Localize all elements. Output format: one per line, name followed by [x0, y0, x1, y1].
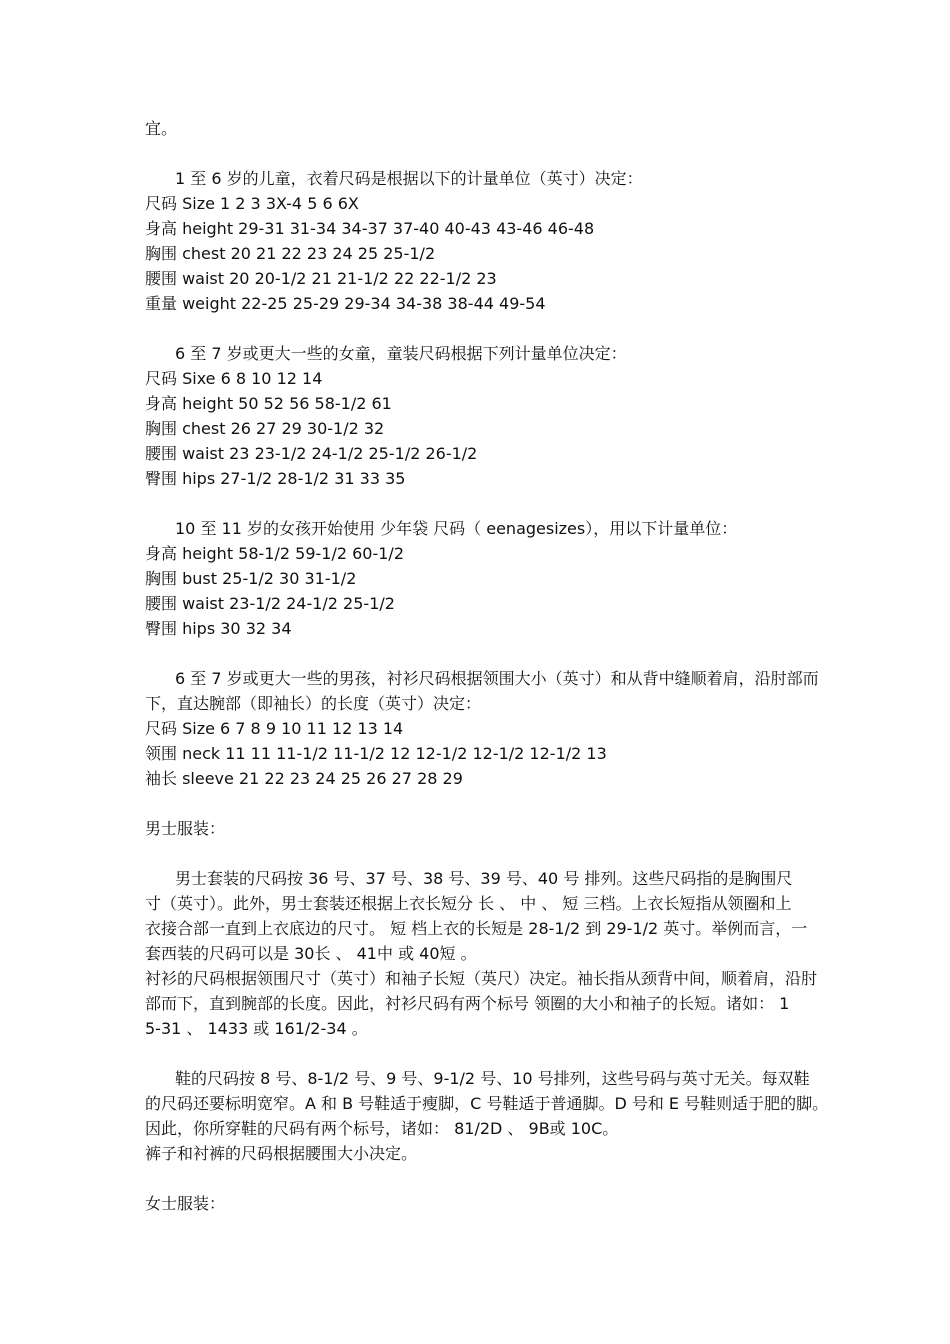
text-line: 衣接合部一直到上衣底边的尺寸。 短 档上衣的长短是 28-1/2 到 29-1/2 英寸。举例而言，一	[145, 919, 808, 938]
text-line: 下，直达腕部（即袖长）的长度（英寸）决定：	[145, 694, 482, 713]
text-line: 6 至 7 岁或更大一些的男孩，衬衫尺码根据领围大小（英寸）和从背中缝顺着肩，沿肘部而	[175, 669, 819, 688]
text-line: 鞋的尺码按 8 号、8-1/2 号、9 号、9-1/2 号、10 号排列，这些号码与英寸无关。每双鞋	[175, 1069, 810, 1088]
text-line: 的尺码还要标明宽窄。A 和 B 号鞋适于瘦脚，C 号鞋适于普通脚。D 号和 E 号鞋则适于肥的脚。	[145, 1094, 829, 1113]
text-line: 衬衫的尺码根据领围尺寸（英寸）和袖子长短（英尺）决定。袖长指从颈背中间，顺着肩，沿肘	[145, 969, 818, 988]
text-line: 身高 height 58-1/2 59-1/2 60-1/2	[145, 544, 404, 563]
text-line: 身高 height 29-31 31-34 34-37 37-40 40-43 43-46 46-48	[145, 219, 595, 238]
text-line: 胸围 chest 26 27 29 30-1/2 32	[145, 419, 385, 438]
text-line: 女士服装：	[145, 1194, 226, 1213]
text-line: 1 至 6 岁的儿童，衣着尺码是根据以下的计量单位（英寸）决定：	[175, 169, 643, 188]
text-line: 因此，你所穿鞋的尺码有两个标号，诸如： 81/2D 、 9B或 10C。	[145, 1119, 619, 1138]
text-line: 10 至 11 岁的女孩开始使用 少年袋 尺码（ eenagesizes），用以下计量单位：	[175, 519, 738, 538]
text-line: 袖长 sleeve 21 22 23 24 25 26 27 28 29	[145, 769, 463, 788]
text-line: 胸围 chest 20 21 22 23 24 25 25-1/2	[145, 244, 436, 263]
text-line: 寸（英寸）。此外，男士套装还根据上衣长短分 长 、 中 、 短 三档。上衣长短指从领圈和上	[145, 894, 792, 913]
text-line: 腰围 waist 20 20-1/2 21 21-1/2 22 22-1/2 23	[145, 269, 497, 288]
text-line: 男士套装的尺码按 36 号、37 号、38 号、39 号、40 号 排列。这些尺码指的是胸围尺	[175, 869, 793, 888]
text-line: 臀围 hips 27-1/2 28-1/2 31 33 35	[145, 469, 406, 488]
text-line: 5-31 、 1433 或 161/2-34 。	[145, 1019, 368, 1038]
text-line: 身高 height 50 52 56 58-1/2 61	[145, 394, 392, 413]
text-line: 胸围 bust 25-1/2 30 31-1/2	[145, 569, 357, 588]
text-line: 重量 weight 22-25 25-29 29-34 34-38 38-44 49-54	[145, 294, 546, 313]
text-line: 尺码 Size 1 2 3 3X-4 5 6 6X	[145, 194, 359, 213]
text-line: 臀围 hips 30 32 34	[145, 619, 292, 638]
text-line: 宜。	[145, 119, 178, 138]
text-line: 部而下，直到腕部的长度。因此，衬衫尺码有两个标号 领圈的大小和袖子的长短。诸如： 1	[145, 994, 790, 1013]
text-line: 裤子和衬裤的尺码根据腰围大小决定。	[145, 1144, 418, 1163]
text-line: 套西装的尺码可以是 30长 、 41中 或 40短 。	[145, 944, 477, 963]
text-line: 尺码 Size 6 7 8 9 10 11 12 13 14	[145, 719, 404, 738]
text-line: 腰围 waist 23 23-1/2 24-1/2 25-1/2 26-1/2	[145, 444, 478, 463]
text-line: 6 至 7 岁或更大一些的女童，童装尺码根据下列计量单位决定：	[175, 344, 627, 363]
text-line: 尺码 Sixe 6 8 10 12 14	[145, 369, 323, 388]
text-line: 腰围 waist 23-1/2 24-1/2 25-1/2	[145, 594, 395, 613]
text-line: 领围 neck 11 11 11-1/2 11-1/2 12 12-1/2 12-1/2 12-1/2 13	[145, 744, 607, 763]
text-line: 男士服装：	[145, 819, 226, 838]
